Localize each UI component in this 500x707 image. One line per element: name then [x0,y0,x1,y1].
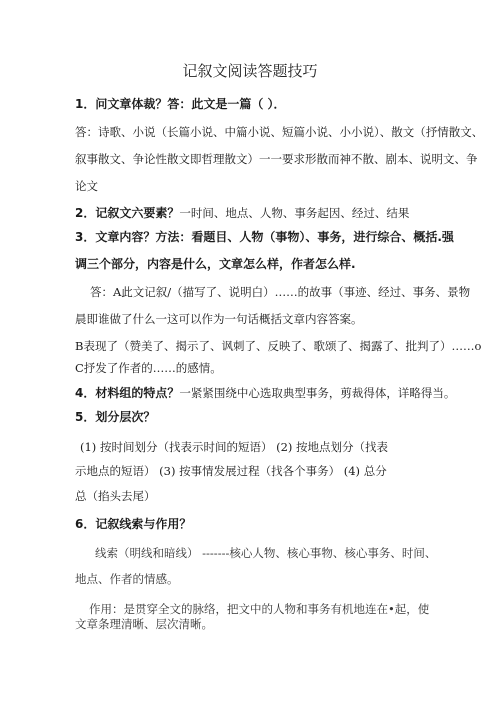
question-3-line-1: 3．文章内容？方法：看题目、人物（事物）、事务，进行综合、概括.强 [75,230,454,244]
question-4-line [75,386,455,400]
answer-6-line-4: 文章条理清晰、层次清晰。 [75,617,213,631]
question-1: 1．问文章体裁？答：此文是一篇（ ）． [75,97,286,111]
answer-6-line-1: 线索（明线和暗线） -------核心人物、核心事物、核心事务、时间、 [95,546,437,560]
answer-6-line-2: 地点、作者的情感。 [75,572,179,586]
question-3-line-2: 调三个部分，内容是什么，文章怎么样，作者怎么样. [75,257,356,271]
question-5: 5．划分层次？ [75,410,156,424]
answer-1-line-3: 论文 [75,179,98,193]
answer-5-line-3: 总（掐头去尾） [75,489,156,503]
question-2: 2．记叙文六要素？ [75,206,180,220]
answer-3-line-3: B表现了（赞美了、揭示了、讽刺了、反映了、歌颂了、揭露了、批判了）……o [75,339,482,353]
answer-3-line-4: C抒发了作者的……的感情。 [75,361,222,375]
question-2-line [75,206,409,220]
question-4: 4．材料组的特点？ [75,386,180,400]
answer-5-line-2: 示地点的短语） (3) 按事情发展过程（找各个事务） (4) 总分 [75,464,387,478]
answer-6-line-3: 作用：是贯穿全文的脉络，把文中的人物和事务有机地连在•起，使 [89,602,430,616]
answer-1-line-2: 叙事散文、争论性散文即哲理散文）一一要求形散而神不散、剧本、说明文、争 [75,152,478,166]
page-title: 记叙文阅读答题技巧 [182,62,318,80]
answer-3-line-1: 答：A此文记叙/（描写了、说明白）……的故事（事迹、经过、事务、景物 [90,285,471,299]
question-6: 6．记叙线索与作用？ [75,517,192,531]
answer-5-line-1: (1) 按时间划分（找表示时间的短语） (2) 按地点划分（找表 [80,440,389,454]
answer-2: 一时间、地点、人物、事务起因、经过、结果 [179,206,410,220]
answer-3-line-2: 晨即谁做了什么一这可以作为一句话概括文章内容答案。 [75,312,363,326]
answer-1-line-1: 答：诗歌、小说（长篇小说、中篇小说、短篇小说、小小说）、散文（抒情散文、 [75,125,484,139]
answer-4: 一紧紧围绕中心选取典型事务，剪裁得体，详略得当。 [179,386,456,400]
